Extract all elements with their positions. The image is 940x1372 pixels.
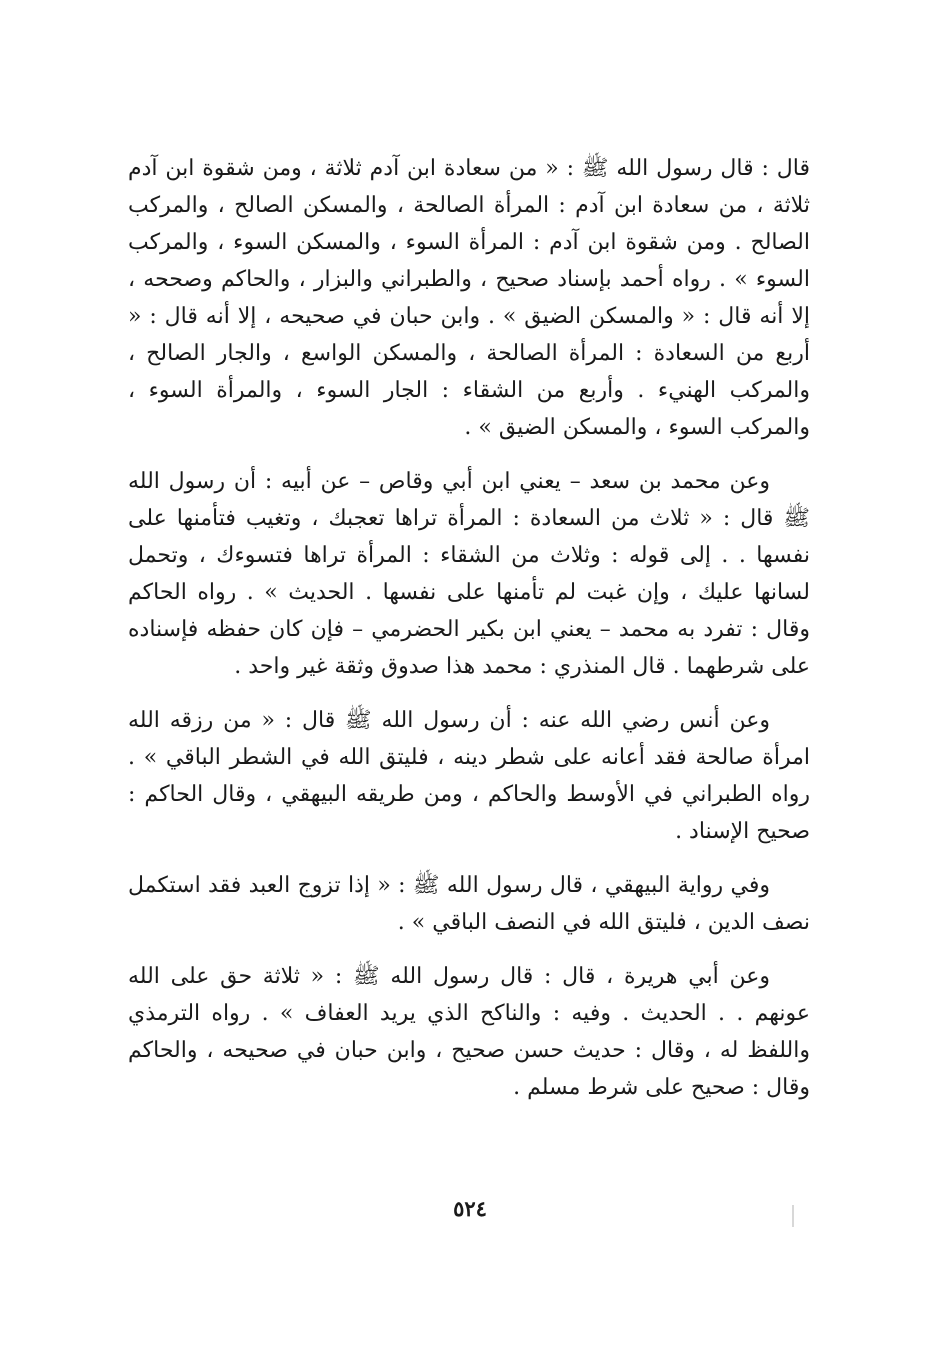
paragraph-3: وعن أنس رضي الله عنه : أن رسول الله ﷺ قال : « من رزقه الله امرأة صالحة فقد أعانه على شطر دينه ، فليتق الله في الشطر الباقي » . رواه الطبراني في الأوسط والحاكم ، ومن طريقه البيهقي ، وقال الحاكم : صحيح الإسناد . [128,708,810,844]
paragraph-1: قال : قال رسول الله ﷺ : « من سعادة ابن آدم ثلاثة ، ومن شقوة ابن آدم ثلاثة ، من سعادة ابن آدم : المرأة الصالحة ، والمسكن الصالح ، والمركب الصالح . ومن شقوة ابن آدم : المرأة السوء ، والمسكن السوء ، والمركب السوء » . رواه أحمد بإسناد صحيح ، والطبراني والبزار ، والحاكم وصححه ، إلا أنه قال : « والمسكن الضيق » . وابن حبان في صحيحه ، إلا أنه قال : « أربع من السعادة : المرأة الصالحة ، والمسكن الواسع ، والجار الصالح ، والمركب الهنيء . وأربع من الشقاء : الجار السوء ، والمرأة السوء ، والمركب السوء ، والمسكن الضيق » . [128,156,810,440]
page-number: ٥٢٤ [453,1196,487,1221]
paragraph-2: وعن محمد بن سعد – يعني ابن أبي وقاص – عن أبيه : أن رسول الله ﷺ قال : « ثلاث من السعادة : المرأة تراها تعجبك ، وتغيب فتأمنها على نفسها . . إلى قوله : وثلاث من الشقاء : المرأة تراها فتسوءك ، وتحمل لسانها عليك ، وإن غبت لم تأمنها على نفسها . الحديث » . رواه الحاكم وقال : تفرد به محمد – يعني ابن بكير الحضرمي – فإن كان حفظه فإسناده على شرطهما . قال المنذري : محمد هذا صدوق وثقة غير واحد . [128,469,810,679]
paragraph-5: وعن أبي هريرة ، قال : قال رسول الله ﷺ : « ثلاثة حق على الله عونهم . . الحديث . وفيه : والناكح الذي يريد العفاف » . رواه الترمذي واللفظ له ، وقال : حديث حسن صحيح ، وابن حبان في صحيحه ، والحاكم وقال : صحيح على شرط مسلم . [128,964,810,1100]
paragraph-4: وفي رواية البيهقي ، قال رسول الله ﷺ : « إذا تزوج العبد فقد استكمل نصف الدين ، فليتق الله في النصف الباقي » . [128,873,810,935]
main-text [128,150,810,1123]
